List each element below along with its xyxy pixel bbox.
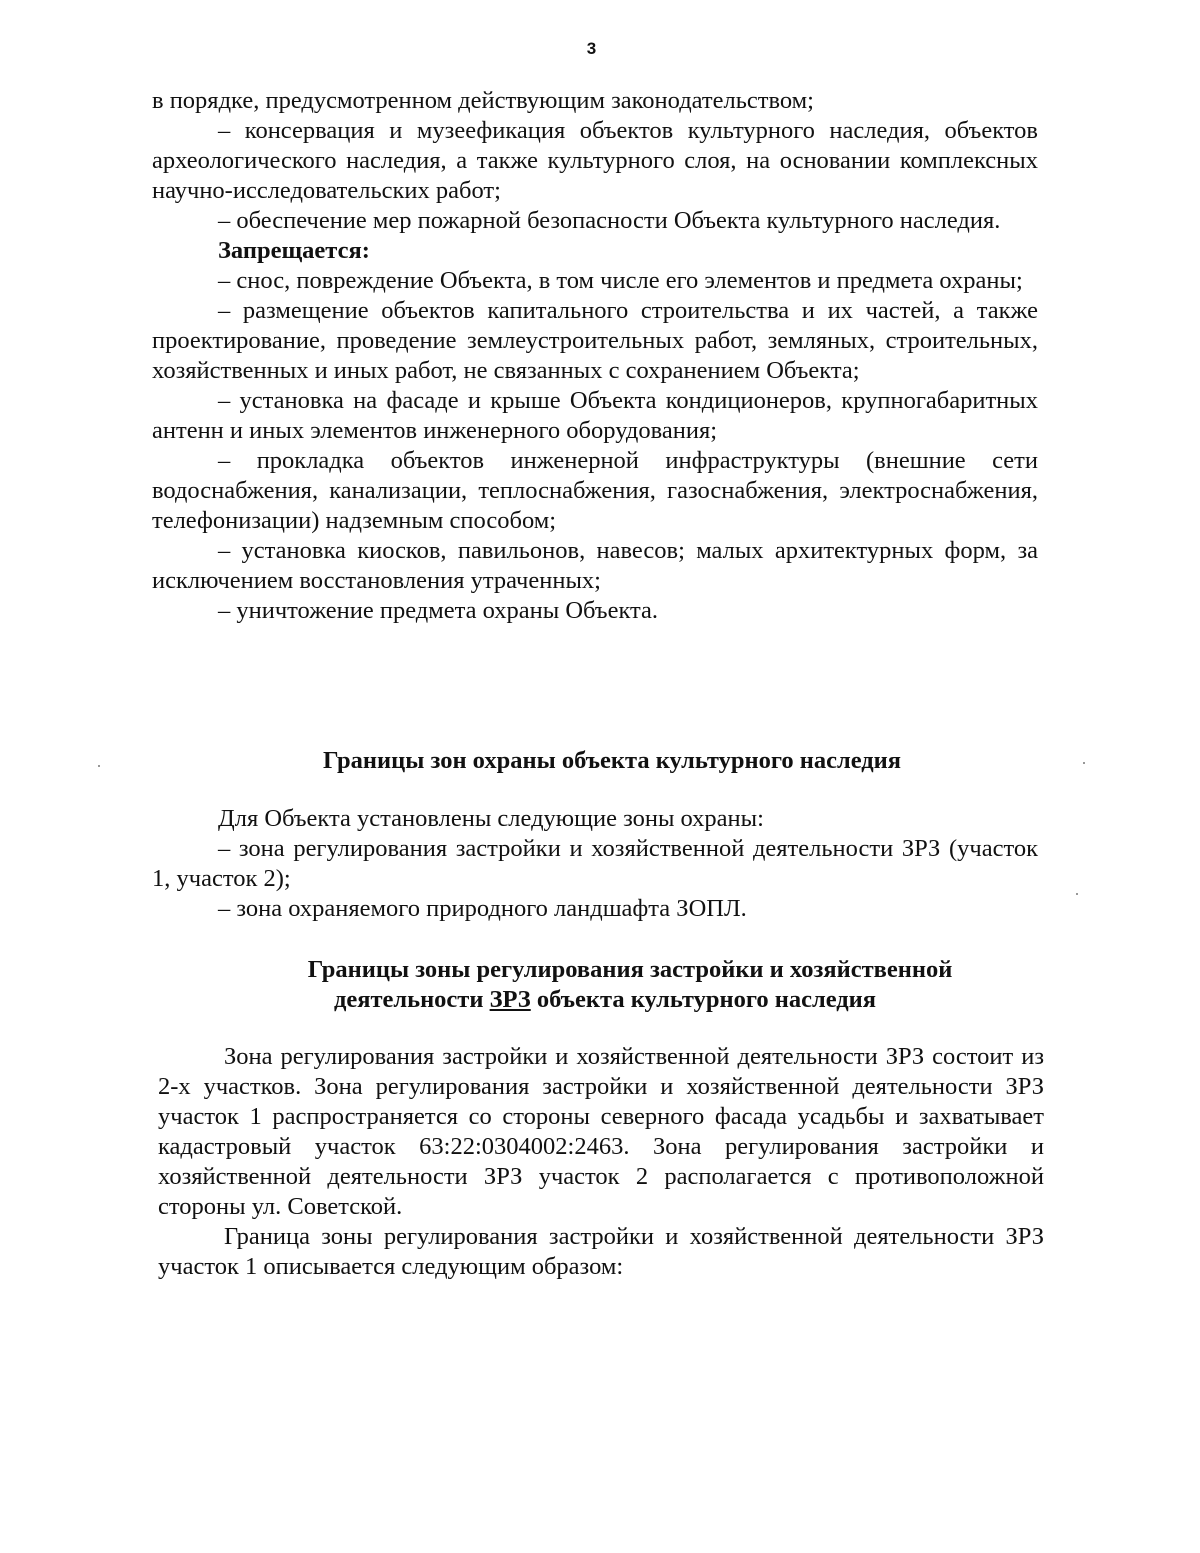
- list-item-kiosks: – установка киосков, павильонов, навесов; малых архитектурных форм, за исключением восстановления утраченных;: [152, 537, 1038, 594]
- list-item-demolition: – снос, повреждение Объекта, в том числе его элементов и предмета охраны;: [218, 267, 1023, 294]
- zones-intro: Для Объекта установлены следующие зоны охраны:: [218, 805, 764, 832]
- zrz-boundary-intro: Граница зоны регулирования застройки и хозяйственной деятельности ЗРЗ участок 1 описывается следующим образом:: [158, 1223, 1044, 1280]
- text-block-permitted-and-forbidden: [152, 86, 1038, 626]
- forbidden-label: Запрещается:: [218, 237, 370, 264]
- scan-speck: [1083, 762, 1085, 764]
- scan-speck: [98, 765, 100, 767]
- section-title-zrz-line1: Границы зоны регулирования застройки и хозяйственной: [307, 956, 953, 983]
- section-title-zrz: [170, 955, 1090, 1015]
- scan-speck: [1076, 893, 1078, 895]
- title-part-before: деятельности: [333, 986, 490, 1013]
- title-part-zrz: ЗРЗ: [489, 986, 531, 1013]
- zrz-description-paragraph: Зона регулирования застройки и хозяйственной деятельности ЗРЗ состоит из 2-х участков. Зона регулирования застройки и хозяйственной деятельности ЗРЗ участок 1 распространяется со стороны северного фасада усадьбы и захватывает кадастровый участок 63:22:0304002:2463. Зона регулирования застройки и хозяйственной деятельности ЗРЗ участок 2 располагается с противоположной стороны ул. Советской.: [158, 1043, 1044, 1220]
- list-item-conservation: – консервация и музеефикация объектов культурного наследия, объектов археологического наследия, а также культурного слоя, на основании комплексных научно-исследовательских работ;: [152, 117, 1038, 204]
- section-title-zrz-line2: [120, 985, 1090, 1015]
- list-item-equipment: – установка на фасаде и крыше Объекта кондиционеров, крупногабаритных антенн и иных элементов инженерного оборудования;: [152, 387, 1038, 444]
- list-item-destruction: – уничтожение предмета охраны Объекта.: [218, 597, 659, 624]
- list-item-construction: – размещение объектов капитального строительства и их частей, а также проектирование, проведение землеустроительных работ, земляных, строительных, хозяйственных и иных работ, не связанных с сохранением Объекта;: [152, 297, 1038, 384]
- section-title-protection-zones: Границы зон охраны объекта культурного наследия: [322, 747, 902, 774]
- title-part-after: объекта культурного наследия: [530, 986, 877, 1013]
- zone-item-zopl: – зона охраняемого природного ландшафта ЗОПЛ.: [218, 895, 747, 922]
- paragraph-continuation: в порядке, предусмотренном действующим законодательством;: [152, 87, 814, 114]
- list-item-fire-safety: – обеспечение мер пожарной безопасности Объекта культурного наследия.: [218, 207, 1001, 234]
- zone-item-zrz: – зона регулирования застройки и хозяйственной деятельности ЗРЗ (участок 1, участок 2);: [152, 835, 1038, 892]
- text-block-zrz-description: [158, 1042, 1044, 1282]
- page-number: 3: [586, 39, 597, 58]
- list-item-infrastructure: – прокладка объектов инженерной инфраструктуры (внешние сети водоснабжения, канализации, теплоснабжения, газоснабжения, электроснабжения, телефонизации) надземным способом;: [152, 447, 1038, 534]
- text-block-protection-zones: [152, 804, 1038, 924]
